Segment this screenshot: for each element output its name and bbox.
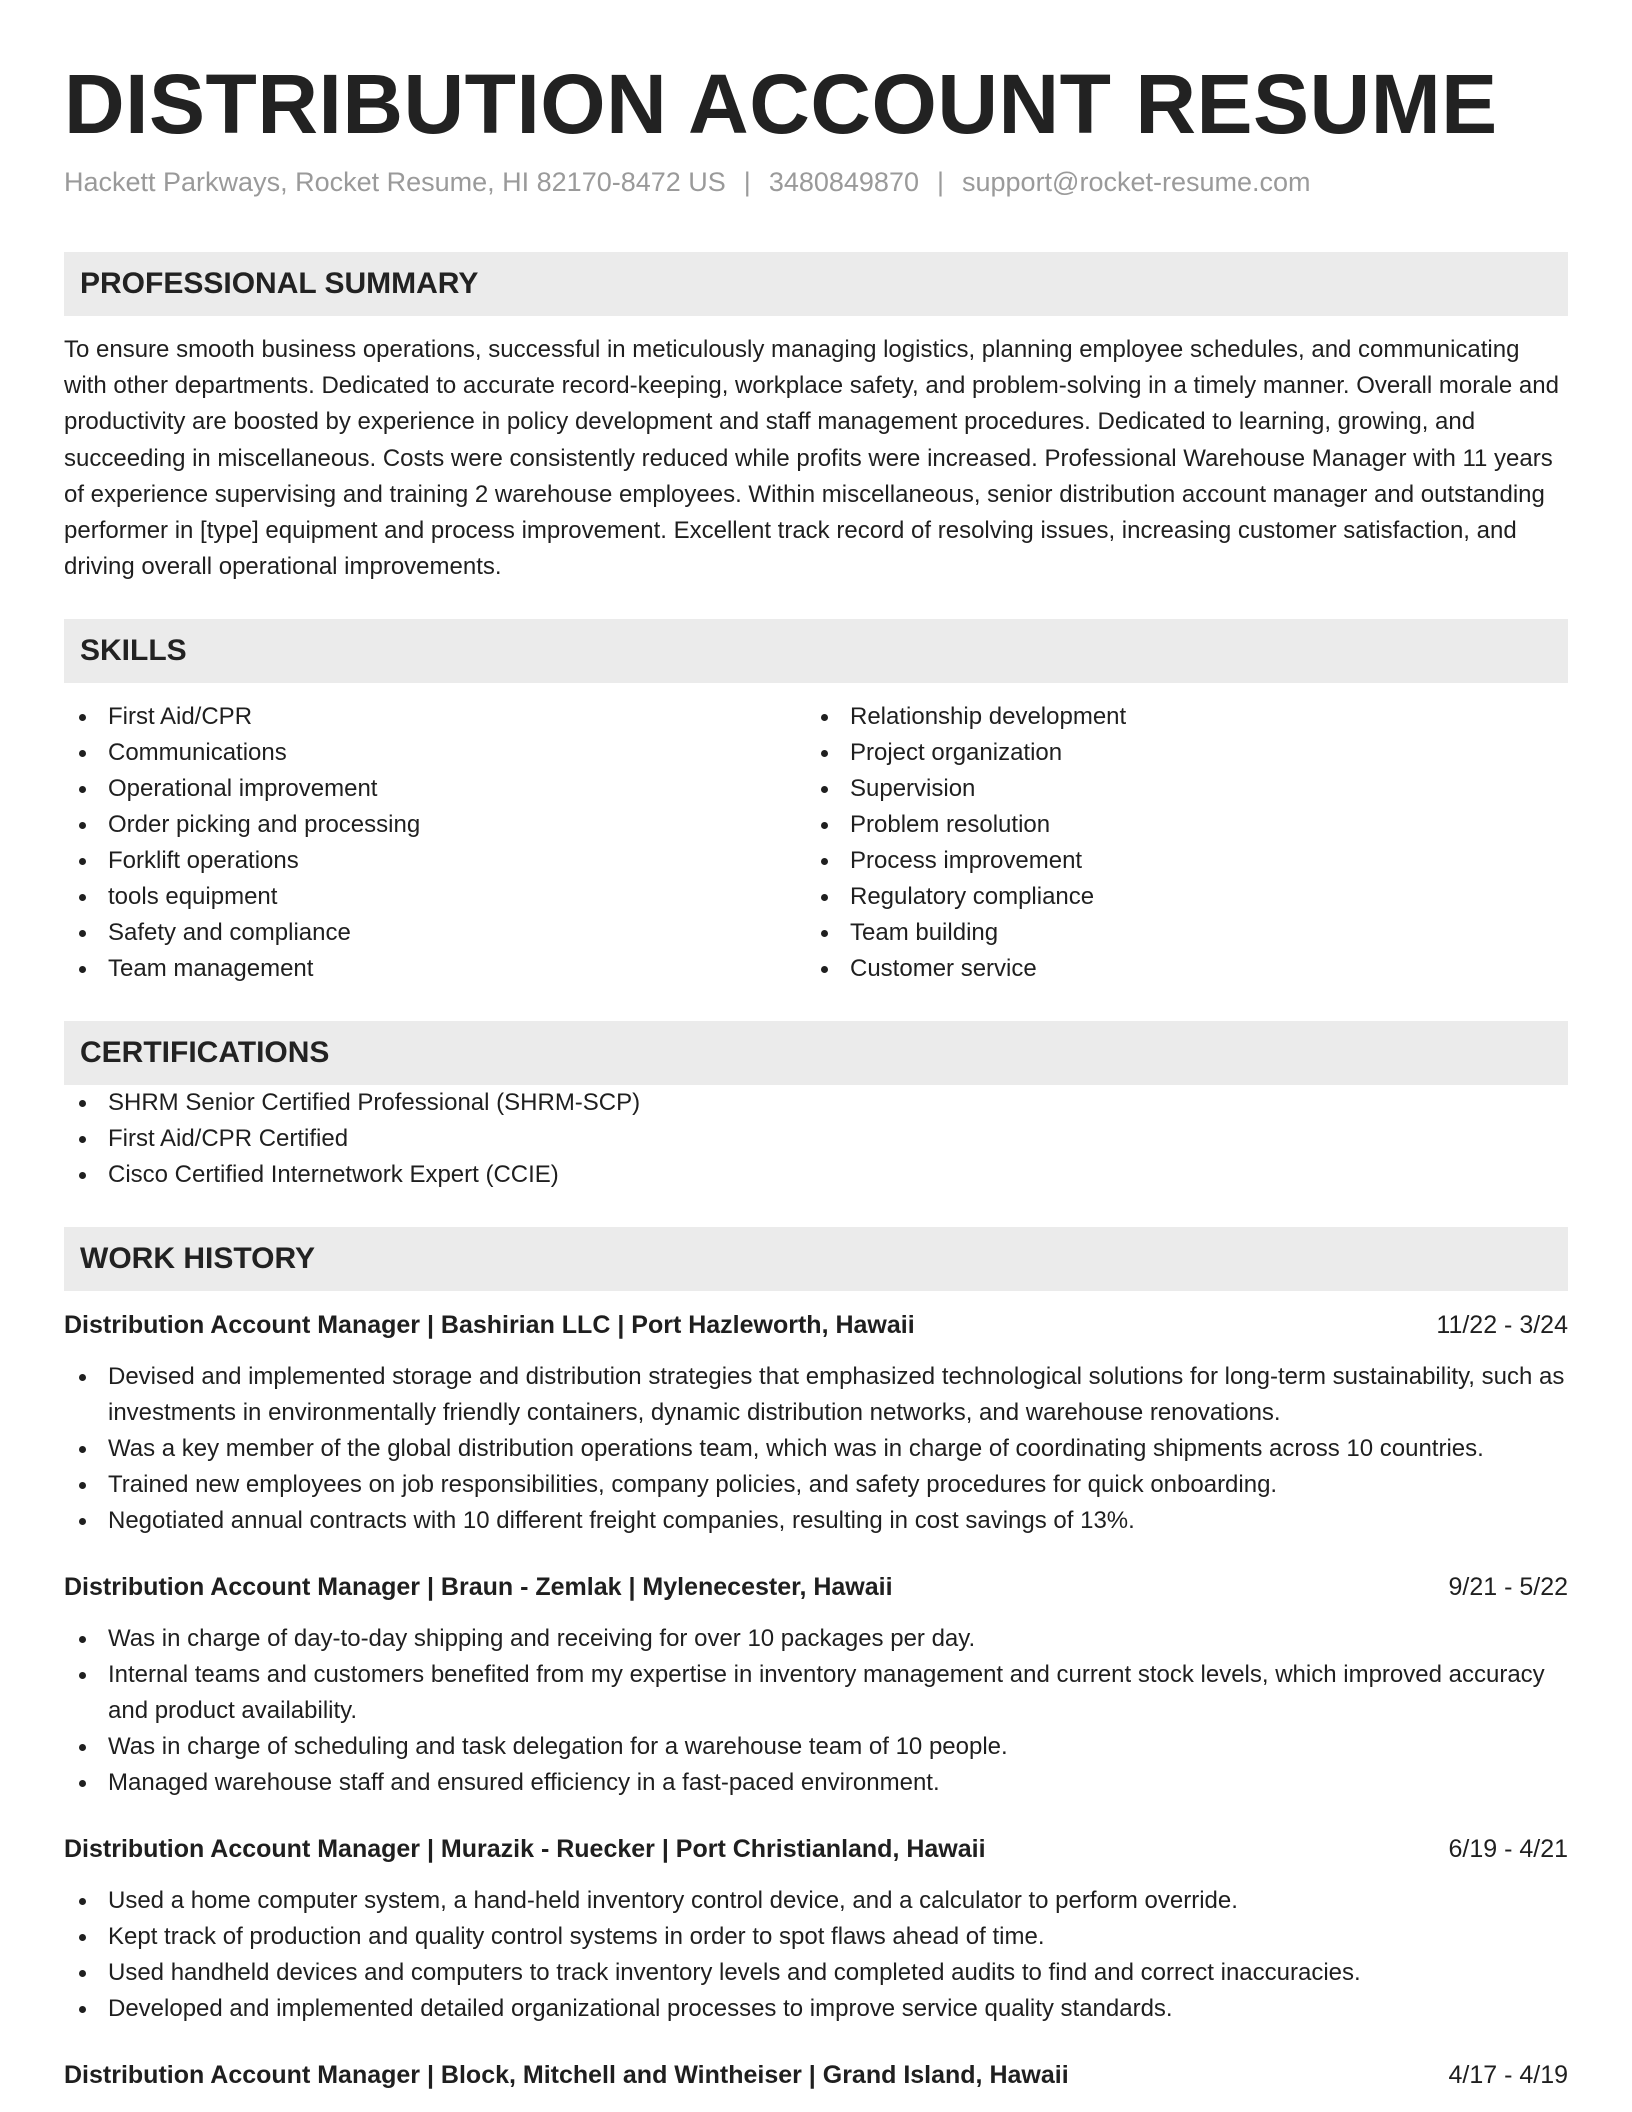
contact-line bbox=[64, 164, 1568, 200]
contact-separator: | bbox=[936, 167, 944, 197]
job-title: Distribution Account Manager | Murazik - Ruecker | Port Christianland, Hawaii bbox=[64, 1835, 986, 1864]
job-header bbox=[64, 2057, 1568, 2093]
job-bullets bbox=[64, 1359, 1568, 1539]
job-bullet: Trained new employees on job responsibilities, company policies, and safety procedures for quick onboarding. bbox=[64, 1467, 1568, 1503]
job-entry bbox=[64, 2057, 1568, 2093]
skill-item: Team building bbox=[806, 915, 1548, 951]
skill-item: Supervision bbox=[806, 771, 1548, 807]
job-dates: 11/22 - 3/24 bbox=[1436, 1311, 1568, 1340]
skill-item: tools equipment bbox=[64, 879, 806, 915]
job-title: Distribution Account Manager | Braun - Zemlak | Mylenecester, Hawaii bbox=[64, 1573, 893, 1602]
job-dates: 6/19 - 4/21 bbox=[1448, 1835, 1568, 1864]
job-bullet: Was a key member of the global distribution operations team, which was in charge of coordinating shipments across 10 countries. bbox=[64, 1431, 1568, 1467]
resume-content bbox=[64, 56, 1568, 2093]
skill-item: Relationship development bbox=[806, 699, 1548, 735]
contact-email[interactable]: support@rocket-resume.com bbox=[962, 167, 1311, 197]
job-bullets bbox=[64, 1883, 1568, 2027]
summary-text: To ensure smooth business operations, successful in meticulously managing logistics, planning employee schedules, and communicating with other departments. Dedicated to accurate record-keeping, workplace safety, and problem-solving in a timely manner. Overall morale and productivity are boosted by experience in policy development and staff management procedures. Dedicated to learning, growing, and succeeding in miscellaneous. Costs were consistently reduced while profits were increased. Professional Warehouse Manager with 11 years of experience supervising and training 2 warehouse employees. Within miscellaneous, senior distribution account manager and outstanding performer in [type] equipment and process improvement. Excellent track record of resolving issues, increasing customer satisfaction, and driving overall operational improvements. bbox=[64, 336, 1559, 581]
certification-item: First Aid/CPR Certified bbox=[64, 1121, 1568, 1157]
job-bullet: Kept track of production and quality control systems in order to spot flaws ahead of time. bbox=[64, 1919, 1568, 1955]
job-title: Distribution Account Manager | Block, Mitchell and Wintheiser | Grand Island, Hawaii bbox=[64, 2061, 1069, 2090]
skill-item: Project organization bbox=[806, 735, 1548, 771]
certification-item: Cisco Certified Internetwork Expert (CCIE) bbox=[64, 1157, 1568, 1193]
job-bullet: Negotiated annual contracts with 10 different freight companies, resulting in cost savings of 13%. bbox=[64, 1503, 1568, 1539]
job-bullet: Used handheld devices and computers to track inventory levels and completed audits to find and correct inaccuracies. bbox=[64, 1955, 1568, 1991]
job-bullet: Used a home computer system, a hand-held inventory control device, and a calculator to perform override. bbox=[64, 1883, 1568, 1919]
job-header bbox=[64, 1307, 1568, 1343]
skills-list bbox=[64, 699, 1568, 987]
section-header-work-history: WORK HISTORY bbox=[64, 1227, 1568, 1291]
skill-item: Team management bbox=[64, 951, 806, 987]
certifications-list bbox=[64, 1085, 1568, 1193]
skill-item: Order picking and processing bbox=[64, 807, 806, 843]
job-header bbox=[64, 1831, 1568, 1867]
skills-column-left bbox=[64, 699, 806, 987]
skill-item: Problem resolution bbox=[806, 807, 1548, 843]
job-bullet: Devised and implemented storage and distribution strategies that emphasized technological solutions for long-term sustainability, such as investments in environmentally friendly containers, dynamic distribution networks, and warehouse renovations. bbox=[64, 1359, 1568, 1431]
section-header-skills: SKILLS bbox=[64, 619, 1568, 683]
contact-separator: | bbox=[743, 167, 751, 197]
skill-item: Regulatory compliance bbox=[806, 879, 1548, 915]
job-title: Distribution Account Manager | Bashirian LLC | Port Hazleworth, Hawaii bbox=[64, 1311, 915, 1340]
skill-item: Forklift operations bbox=[64, 843, 806, 879]
skill-item: Operational improvement bbox=[64, 771, 806, 807]
job-bullets bbox=[64, 1621, 1568, 1801]
skill-item: Process improvement bbox=[806, 843, 1548, 879]
job-bullet: Managed warehouse staff and ensured efficiency in a fast-paced environment. bbox=[64, 1765, 1568, 1801]
job-dates: 9/21 - 5/22 bbox=[1448, 1573, 1568, 1602]
job-entry bbox=[64, 1307, 1568, 1539]
skill-item: First Aid/CPR bbox=[64, 699, 806, 735]
resume-title: DISTRIBUTION ACCOUNT RESUME bbox=[64, 57, 1498, 151]
job-bullet: Developed and implemented detailed organizational processes to improve service quality standards. bbox=[64, 1991, 1568, 2027]
job-header bbox=[64, 1569, 1568, 1605]
contact-phone: 3480849870 bbox=[768, 167, 919, 197]
contact-address: Hackett Parkways, Rocket Resume, HI 82170-8472 US bbox=[64, 167, 726, 197]
job-bullet: Was in charge of day-to-day shipping and receiving for over 10 packages per day. bbox=[64, 1621, 1568, 1657]
job-bullet: Was in charge of scheduling and task delegation for a warehouse team of 10 people. bbox=[64, 1729, 1568, 1765]
skills-column-right bbox=[806, 699, 1548, 987]
job-bullet: Internal teams and customers benefited from my expertise in inventory management and current stock levels, which improved accuracy and product availability. bbox=[64, 1657, 1568, 1729]
job-entry bbox=[64, 1569, 1568, 1801]
job-dates: 4/17 - 4/19 bbox=[1448, 2061, 1568, 2090]
section-header-certifications: CERTIFICATIONS bbox=[64, 1021, 1568, 1085]
skill-item: Safety and compliance bbox=[64, 915, 806, 951]
skill-item: Communications bbox=[64, 735, 806, 771]
section-header-summary: PROFESSIONAL SUMMARY bbox=[64, 252, 1568, 316]
certification-item: SHRM Senior Certified Professional (SHRM-SCP) bbox=[64, 1085, 1568, 1121]
job-entry bbox=[64, 1831, 1568, 2027]
skill-item: Customer service bbox=[806, 951, 1548, 987]
